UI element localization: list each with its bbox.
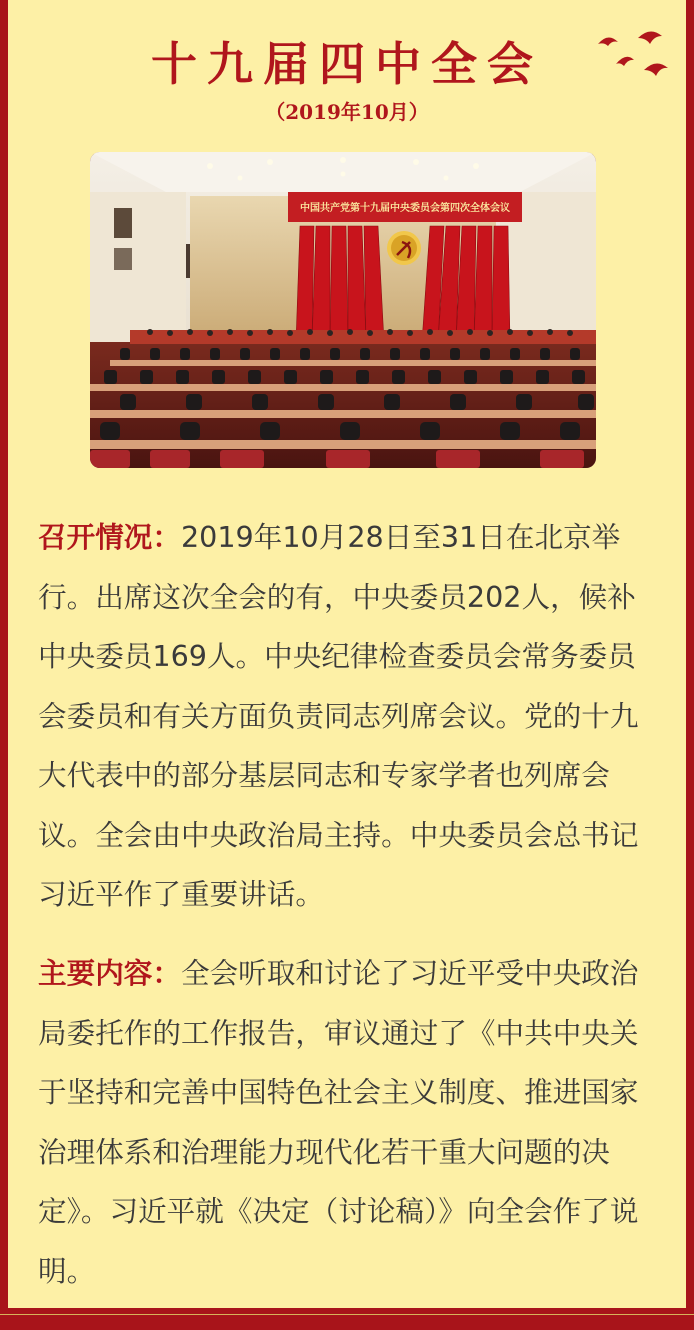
section-label: 召开情况： bbox=[38, 520, 181, 554]
page-subtitle: （2019年10月） bbox=[265, 100, 429, 124]
section-text: 全会听取和讨论了习近平受中央政治局委托作的工作报告，审议通过了《中共中央关于坚持和完善中国特色社会主义制度、推进国家治理体系和治理能力现代化若干重大问题的决定》。习近平就《决定（讨论稿）》向全会作了说明。 bbox=[38, 956, 639, 1288]
doves-icon bbox=[592, 24, 672, 80]
section-label: 主要内容： bbox=[38, 956, 181, 990]
page bbox=[8, 0, 686, 1308]
section-text: 2019年10月28日至31日在北京举行。出席这次全会的有，中央委员202人，候补中央委员169人。中央纪律检查委员会常务委员会委员和有关方面负责同志列席会议。党的十九大代表中的部分基层同志和专家学者也列席会议。全会由中央政治局主持。中央委员会总书记习近平作了重要讲话。 bbox=[38, 520, 639, 911]
meeting-photo bbox=[90, 152, 596, 468]
section-meeting-info bbox=[38, 508, 660, 925]
section-main-content bbox=[38, 944, 660, 1301]
page-title: 十九届四中全会 bbox=[151, 37, 543, 91]
bottom-border bbox=[0, 1314, 694, 1330]
photo-banner-text: 中国共产党第十九届中央委员会第四次全体会议 bbox=[300, 203, 510, 214]
meeting-photo-illustration bbox=[90, 152, 596, 468]
